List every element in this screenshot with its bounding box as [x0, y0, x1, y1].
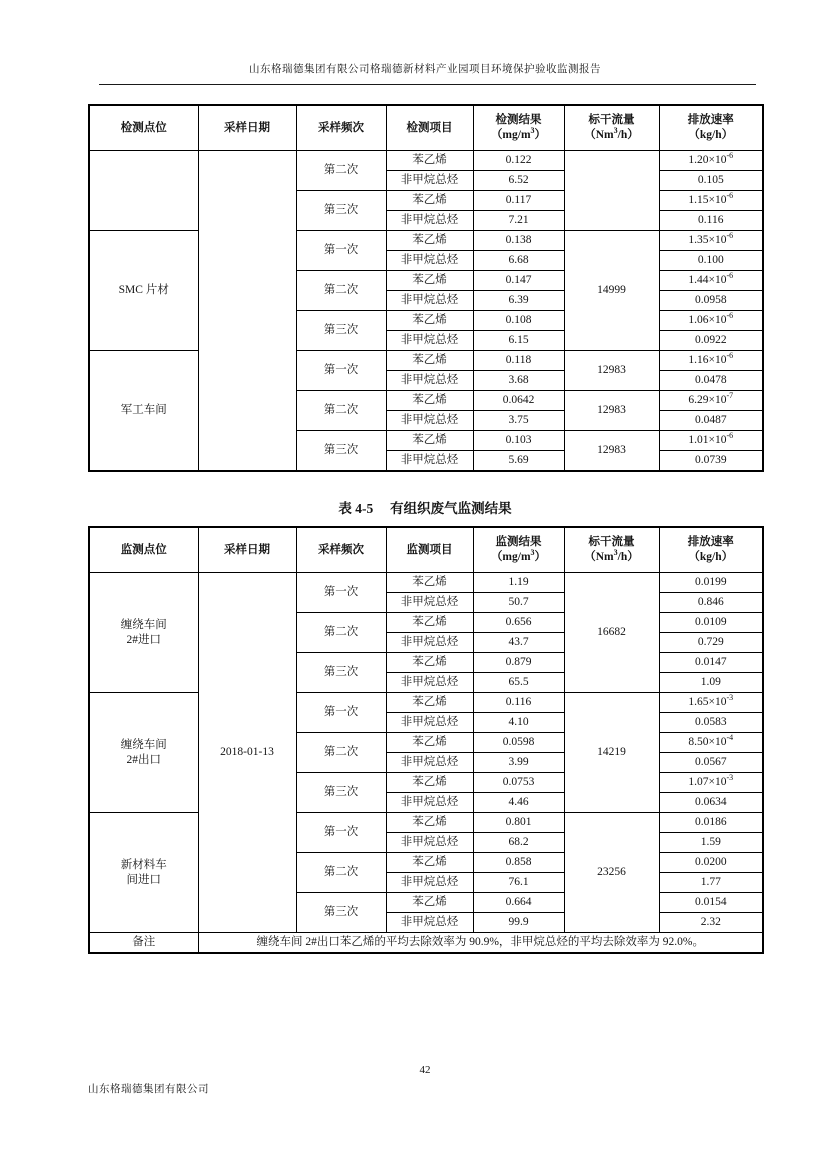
- flow-cell: 23256: [564, 813, 659, 933]
- result-cell: 68.2: [473, 833, 564, 853]
- item-cell: 苯乙烯: [386, 191, 473, 211]
- item-cell: 非甲烷总烃: [386, 593, 473, 613]
- result-cell: 0.656: [473, 613, 564, 633]
- rate-cell: 0.0958: [659, 291, 763, 311]
- table-row: [89, 351, 763, 371]
- freq-cell: 第二次: [296, 151, 386, 191]
- item-cell: 苯乙烯: [386, 311, 473, 331]
- item-cell: 苯乙烯: [386, 351, 473, 371]
- result-cell: 0.801: [473, 813, 564, 833]
- result-cell: 6.39: [473, 291, 564, 311]
- column-header: 检测项目: [386, 105, 473, 151]
- flow-cell: 16682: [564, 573, 659, 693]
- item-cell: 苯乙烯: [386, 391, 473, 411]
- item-cell: 非甲烷总烃: [386, 913, 473, 933]
- rate-cell: 0.0922: [659, 331, 763, 351]
- result-cell: 3.75: [473, 411, 564, 431]
- rate-cell: 0.0199: [659, 573, 763, 593]
- rate-cell: $1.65\times 10^{-3}$: [659, 693, 763, 713]
- item-cell: 非甲烷总烃: [386, 251, 473, 271]
- item-cell: 苯乙烯: [386, 231, 473, 251]
- column-header: 采样频次: [296, 527, 386, 573]
- freq-cell: 第三次: [296, 431, 386, 472]
- freq-cell: 第二次: [296, 391, 386, 431]
- rate-cell: $1.01\times 10^{-6}$: [659, 431, 763, 451]
- flow-cell: 12983: [564, 351, 659, 391]
- flow-cell: 14999: [564, 231, 659, 351]
- point-cell: [89, 151, 198, 231]
- rate-cell: 0.105: [659, 171, 763, 191]
- freq-cell: 第二次: [296, 271, 386, 311]
- header-divider: [99, 84, 756, 85]
- item-cell: 非甲烷总烃: [386, 873, 473, 893]
- rate-cell: 0.0154: [659, 893, 763, 913]
- result-cell: 0.0642: [473, 391, 564, 411]
- item-cell: 苯乙烯: [386, 573, 473, 593]
- column-header: 排放速率 （kg/h）: [659, 527, 763, 573]
- rate-cell: 1.77: [659, 873, 763, 893]
- result-cell: 6.15: [473, 331, 564, 351]
- result-cell: 3.68: [473, 371, 564, 391]
- rate-cell: $1.20\times 10^{-6}$: [659, 151, 763, 171]
- result-cell: 0.116: [473, 693, 564, 713]
- freq-cell: 第三次: [296, 893, 386, 933]
- freq-cell: 第一次: [296, 573, 386, 613]
- item-cell: 非甲烷总烃: [386, 633, 473, 653]
- remark-label-cell: 备注: [89, 933, 198, 954]
- rate-cell: $1.06\times 10^{-6}$: [659, 311, 763, 331]
- rate-cell: 1.59: [659, 833, 763, 853]
- item-cell: 苯乙烯: [386, 653, 473, 673]
- item-cell: 非甲烷总烃: [386, 171, 473, 191]
- item-cell: 非甲烷总烃: [386, 753, 473, 773]
- item-cell: 非甲烷总烃: [386, 291, 473, 311]
- point-cell: 缠绕车间 2#出口: [89, 693, 198, 813]
- item-cell: 非甲烷总烃: [386, 211, 473, 231]
- item-cell: 苯乙烯: [386, 271, 473, 291]
- rate-cell: 0.729: [659, 633, 763, 653]
- result-cell: 7.21: [473, 211, 564, 231]
- column-header: 监测点位: [89, 527, 198, 573]
- column-header: 标干流量 （Nm$^3$/h）: [564, 527, 659, 573]
- result-cell: 6.52: [473, 171, 564, 191]
- result-cell: 0.0598: [473, 733, 564, 753]
- result-cell: 0.118: [473, 351, 564, 371]
- rate-cell: 0.100: [659, 251, 763, 271]
- column-header: 采样频次: [296, 105, 386, 151]
- rate-cell: 0.116: [659, 211, 763, 231]
- table-row: [89, 693, 763, 713]
- rate-cell: $1.16\times 10^{-6}$: [659, 351, 763, 371]
- table-row: [89, 231, 763, 251]
- table-4-5-organized-exhaust: [88, 526, 764, 954]
- rate-cell: 0.0634: [659, 793, 763, 813]
- column-header: 检测结果 $(mg/m^3)$: [473, 105, 564, 151]
- item-cell: 苯乙烯: [386, 813, 473, 833]
- result-cell: 4.10: [473, 713, 564, 733]
- result-cell: 0.103: [473, 431, 564, 451]
- report-header-title: 山东格瑞德集团有限公司格瑞德新材料产业园项目环境保护验收监测报告: [249, 64, 601, 75]
- item-cell: 非甲烷总烃: [386, 673, 473, 693]
- rate-cell: $1.44\times 10^{-6}$: [659, 271, 763, 291]
- result-cell: 0.138: [473, 231, 564, 251]
- rate-cell: 0.0583: [659, 713, 763, 733]
- result-cell: 0.858: [473, 853, 564, 873]
- date-cell: [198, 151, 296, 472]
- column-header: 监测结果 $(mg/m^3)$: [473, 527, 564, 573]
- rate-cell: 0.0186: [659, 813, 763, 833]
- rate-cell: $1.15\times 10^{-6}$: [659, 191, 763, 211]
- table-row: [89, 813, 763, 833]
- rate-cell: 1.09: [659, 673, 763, 693]
- rate-cell: 0.0147: [659, 653, 763, 673]
- result-cell: 50.7: [473, 593, 564, 613]
- column-header: 采样日期: [198, 527, 296, 573]
- point-cell: 军工车间: [89, 351, 198, 472]
- rate-cell: $8.50\times 10^{-4}$: [659, 733, 763, 753]
- point-cell: 缠绕车间 2#进口: [89, 573, 198, 693]
- result-cell: 0.879: [473, 653, 564, 673]
- freq-cell: 第二次: [296, 733, 386, 773]
- freq-cell: 第一次: [296, 813, 386, 853]
- freq-cell: 第一次: [296, 231, 386, 271]
- freq-cell: 第三次: [296, 311, 386, 351]
- date-cell: 2018-01-13: [198, 573, 296, 933]
- item-cell: 苯乙烯: [386, 893, 473, 913]
- result-cell: 3.99: [473, 753, 564, 773]
- freq-cell: 第一次: [296, 693, 386, 733]
- column-header: 检测点位: [89, 105, 198, 151]
- table-exhaust-monitoring-continued: [88, 104, 764, 472]
- result-cell: 0.147: [473, 271, 564, 291]
- freq-cell: 第一次: [296, 351, 386, 391]
- result-cell: 0.117: [473, 191, 564, 211]
- item-cell: 非甲烷总烃: [386, 833, 473, 853]
- rate-cell: $1.07\times 10^{-3}$: [659, 773, 763, 793]
- freq-cell: 第三次: [296, 653, 386, 693]
- rate-cell: 0.846: [659, 593, 763, 613]
- result-cell: 1.19: [473, 573, 564, 593]
- footer-company: 山东格瑞德集团有限公司: [88, 1084, 209, 1095]
- column-header: 采样日期: [198, 105, 296, 151]
- result-cell: 43.7: [473, 633, 564, 653]
- item-cell: 非甲烷总烃: [386, 371, 473, 391]
- rate-cell: 0.0109: [659, 613, 763, 633]
- item-cell: 非甲烷总烃: [386, 451, 473, 472]
- item-cell: 苯乙烯: [386, 693, 473, 713]
- table-row: [89, 151, 763, 171]
- remark-text-cell: 缠绕车间 2#出口苯乙烯的平均去除效率为 90.9%，非甲烷总烃的平均去除效率为 92.0%。: [198, 933, 763, 954]
- item-cell: 非甲烷总烃: [386, 713, 473, 733]
- freq-cell: 第三次: [296, 191, 386, 231]
- rate-cell: 0.0487: [659, 411, 763, 431]
- result-cell: 65.5: [473, 673, 564, 693]
- flow-cell: 12983: [564, 391, 659, 431]
- freq-cell: 第二次: [296, 613, 386, 653]
- rate-cell: 0.0200: [659, 853, 763, 873]
- point-cell: 新材料车 间进口: [89, 813, 198, 933]
- page-number: 42: [419, 1064, 431, 1076]
- result-cell: 0.122: [473, 151, 564, 171]
- rate-cell: 0.0567: [659, 753, 763, 773]
- point-cell: SMC 片材: [89, 231, 198, 351]
- result-cell: 6.68: [473, 251, 564, 271]
- table-4-5-caption: 表 4-5 有组织废气监测结果: [338, 501, 512, 516]
- item-cell: 苯乙烯: [386, 151, 473, 171]
- item-cell: 非甲烷总烃: [386, 331, 473, 351]
- table-row: [89, 573, 763, 593]
- result-cell: 0.0753: [473, 773, 564, 793]
- flow-cell: 12983: [564, 431, 659, 472]
- item-cell: 非甲烷总烃: [386, 411, 473, 431]
- rate-cell: 0.0739: [659, 451, 763, 472]
- result-cell: 5.69: [473, 451, 564, 472]
- remark-row: [89, 933, 763, 954]
- rate-cell: 2.32: [659, 913, 763, 933]
- flow-cell: 14219: [564, 693, 659, 813]
- column-header: 监测项目: [386, 527, 473, 573]
- result-cell: 4.46: [473, 793, 564, 813]
- item-cell: 苯乙烯: [386, 431, 473, 451]
- result-cell: 99.9: [473, 913, 564, 933]
- item-cell: 苯乙烯: [386, 613, 473, 633]
- result-cell: 0.664: [473, 893, 564, 913]
- item-cell: 非甲烷总烃: [386, 793, 473, 813]
- header-row: [89, 105, 763, 151]
- freq-cell: 第二次: [296, 853, 386, 893]
- rate-cell: 0.0478: [659, 371, 763, 391]
- rate-cell: $6.29\times 10^{-7}$: [659, 391, 763, 411]
- header-row: [89, 527, 763, 573]
- item-cell: 苯乙烯: [386, 733, 473, 753]
- result-cell: 0.108: [473, 311, 564, 331]
- item-cell: 苯乙烯: [386, 853, 473, 873]
- result-cell: 76.1: [473, 873, 564, 893]
- flow-cell: [564, 151, 659, 231]
- column-header: 标干流量 （Nm$^3$/h）: [564, 105, 659, 151]
- freq-cell: 第三次: [296, 773, 386, 813]
- rate-cell: $1.35\times 10^{-6}$: [659, 231, 763, 251]
- item-cell: 苯乙烯: [386, 773, 473, 793]
- column-header: 排放速率 （kg/h）: [659, 105, 763, 151]
